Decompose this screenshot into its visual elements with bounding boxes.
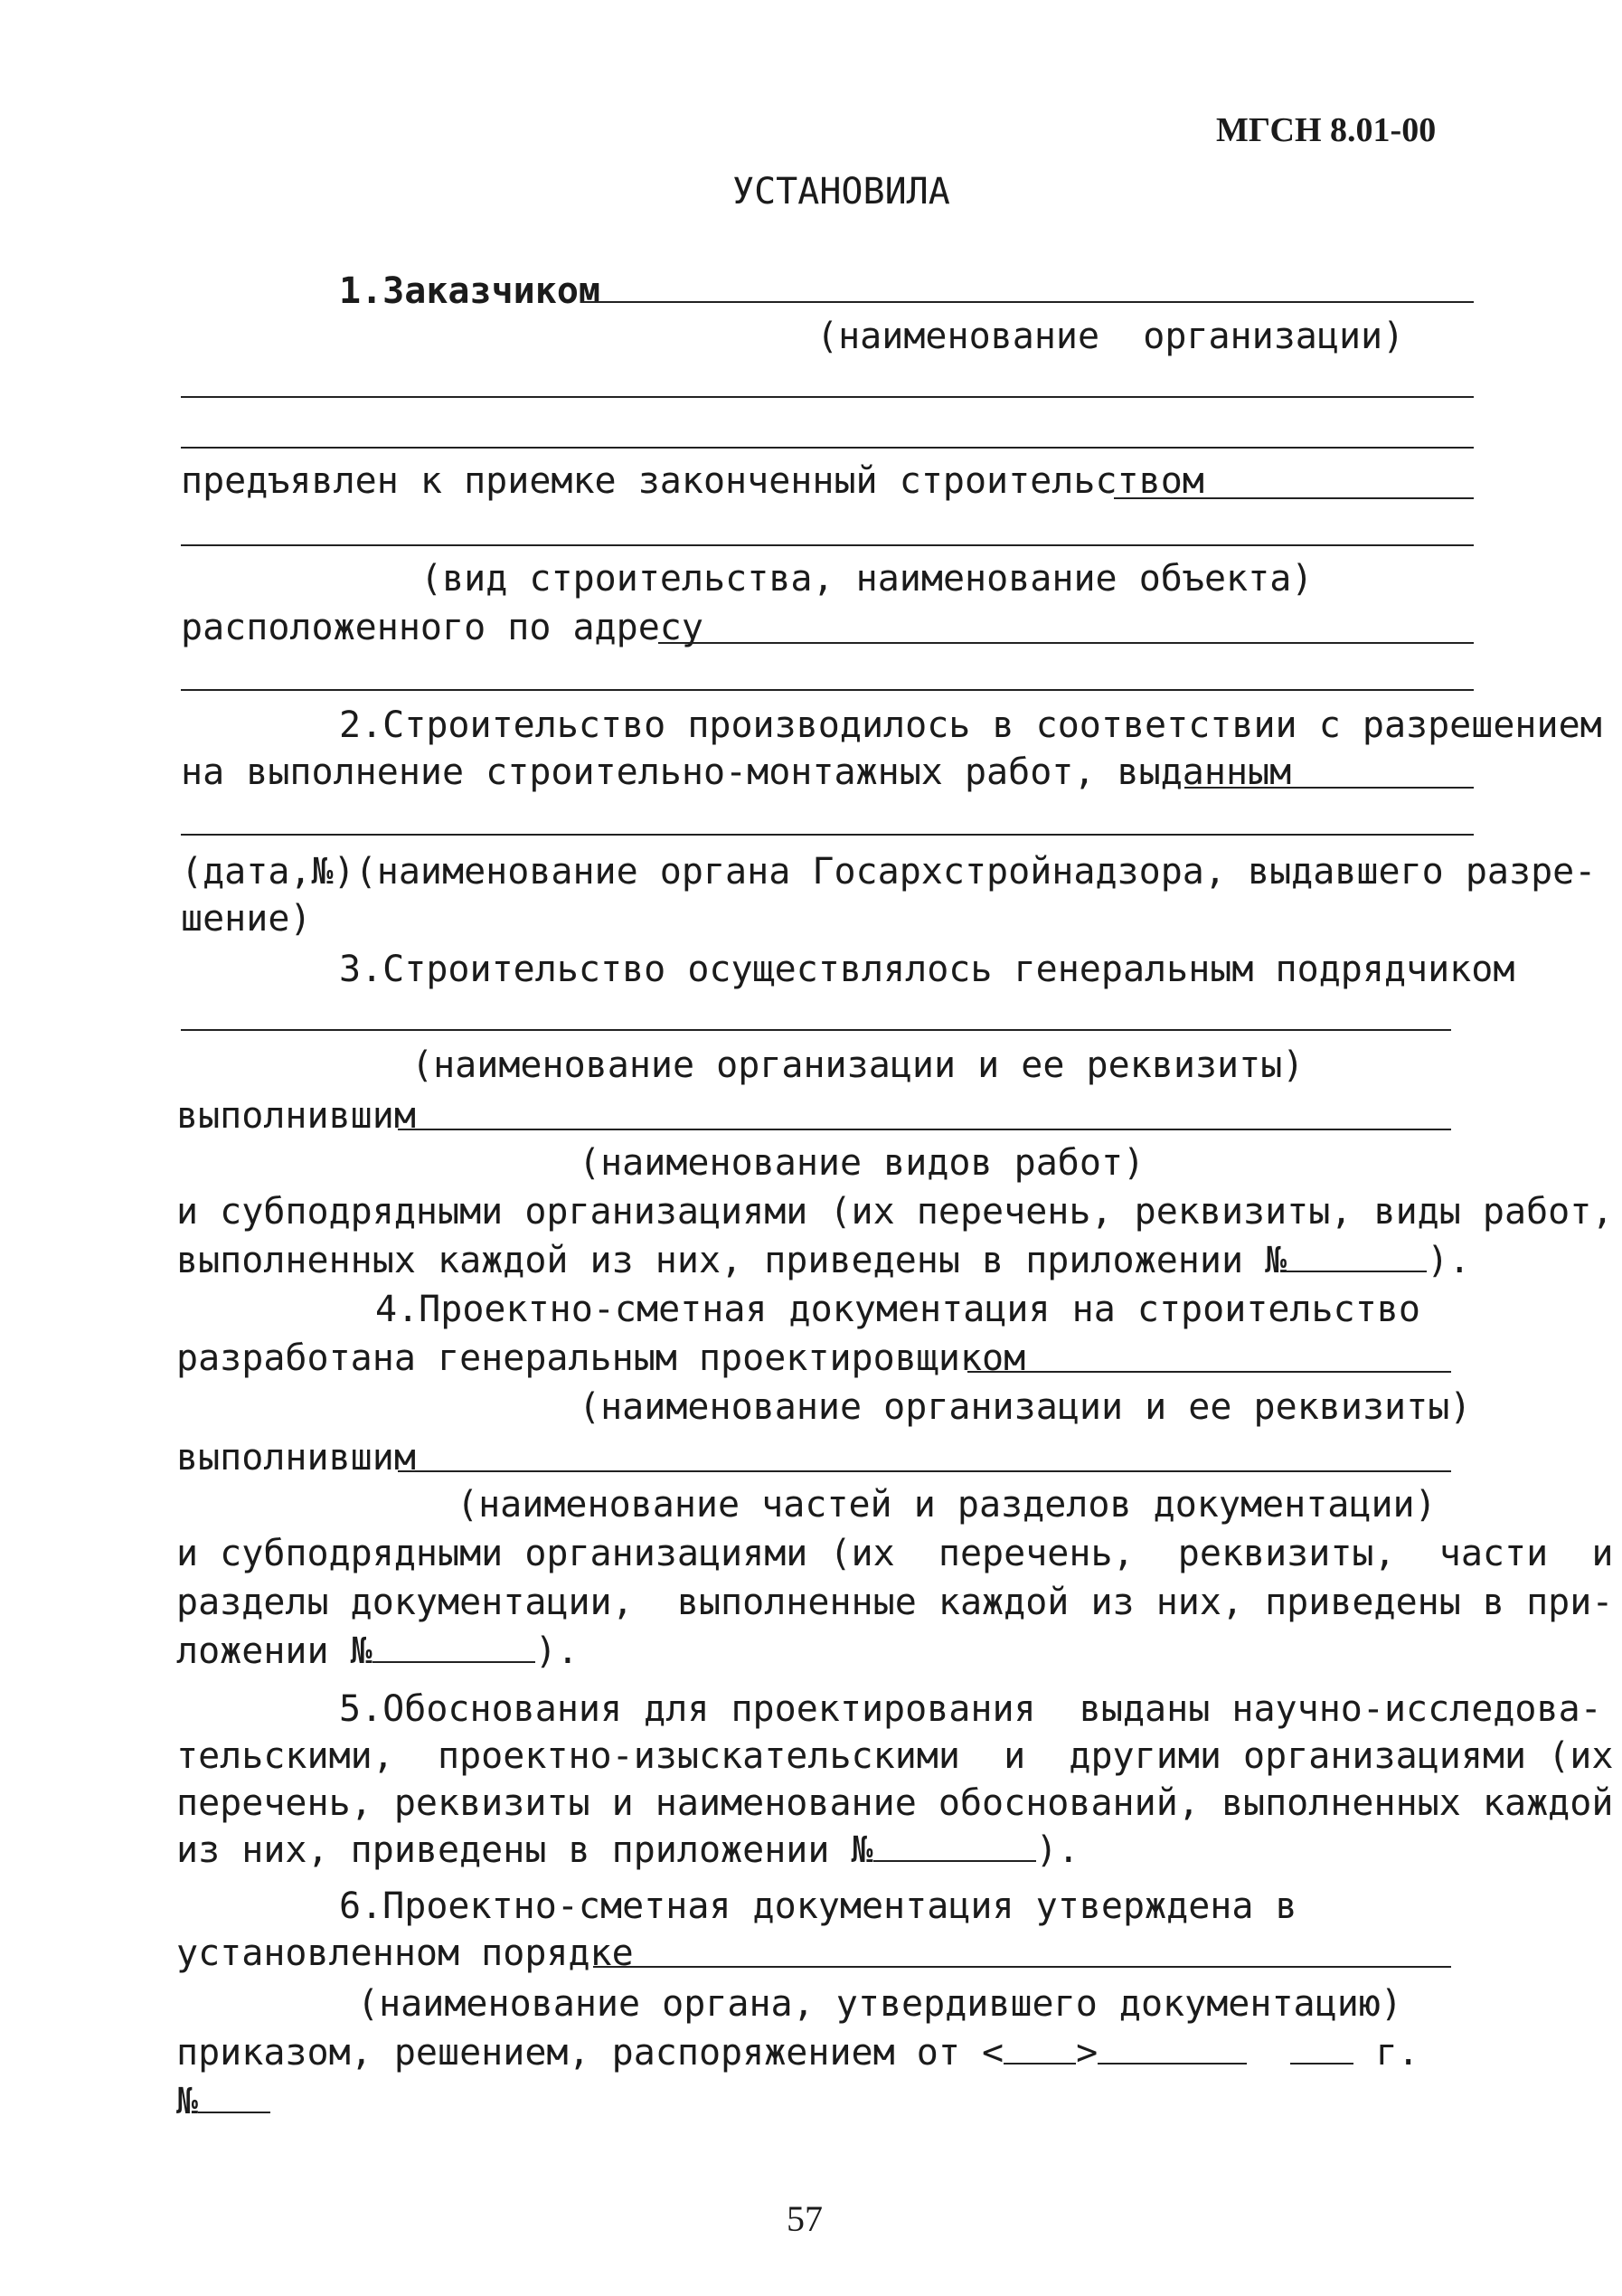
section6-line2: установленном порядке bbox=[176, 1932, 634, 1974]
caption-permit-2: шение) bbox=[181, 898, 312, 940]
caption-permit-1: (дата,№)(наименование органа Госархстройнадзора, выдавшего разре- bbox=[181, 851, 1597, 893]
object-field-line-2[interactable] bbox=[181, 544, 1474, 546]
customer-field-line-2[interactable] bbox=[181, 396, 1474, 398]
customer-field-line-3[interactable] bbox=[181, 447, 1474, 449]
section6-order-line: приказом, решением, распоряжением от < > г. bbox=[176, 2032, 1419, 2074]
section2-line1: 2.Строительство производилось в соответствии с разрешением bbox=[339, 704, 1602, 746]
caption-object: (вид строительства, наименование объекта) bbox=[420, 558, 1314, 600]
section6-line1: 6.Проектно-сметная документация утверждена в bbox=[339, 1885, 1297, 1927]
section4-sub-line1: и субподрядными организациями (их перечень, реквизиты, части и bbox=[176, 1533, 1614, 1574]
section5-line3: перечень, реквизиты и наименование обоснований, выполненных каждой bbox=[176, 1782, 1614, 1824]
general-contractor-field-line[interactable] bbox=[181, 1029, 1451, 1031]
section4-line2: разработана генеральным проектировщиком bbox=[176, 1337, 1026, 1379]
section4-line1: 4.Проектно-сметная документация на строительство bbox=[375, 1289, 1420, 1330]
section3-line1: 3.Строительство осуществлялось генеральным подрядчиком bbox=[339, 949, 1515, 990]
appendix-number-field-2[interactable] bbox=[372, 1630, 535, 1663]
section5-line1: 5.Обоснования для проектирования выданы научно-исследова- bbox=[339, 1688, 1602, 1730]
section4-sub-line3: ложении № ). bbox=[176, 1630, 579, 1672]
order-year-field[interactable] bbox=[1290, 2032, 1353, 2065]
section4-performed: выполнившим bbox=[176, 1437, 416, 1479]
caption-contractor: (наименование организации и ее реквизиты) bbox=[411, 1044, 1305, 1086]
section5-line2: тельскими, проектно-изыскательскими и другими организациями (их bbox=[176, 1735, 1614, 1777]
section4-sub-line2: разделы документации, выполненные каждой из них, приведены в при- bbox=[176, 1582, 1614, 1623]
caption-doc-parts: (наименование частей и разделов документации) bbox=[457, 1484, 1437, 1526]
page-title: УСТАНОВИЛА bbox=[732, 171, 950, 213]
permit-field-line[interactable] bbox=[181, 834, 1474, 836]
address-field-line-2[interactable] bbox=[181, 689, 1474, 691]
section2-line2: на выполнение строительно-монтажных работ, выданным bbox=[181, 751, 1292, 793]
section5-line4: из них, приведены в приложении № ). bbox=[176, 1829, 1080, 1871]
object-field-line[interactable] bbox=[1114, 497, 1474, 499]
appendix-number-field[interactable] bbox=[1287, 1240, 1427, 1272]
caption-approving-body: (наименование органа, утвердившего документацию) bbox=[357, 1983, 1402, 2025]
caption-works: (наименование видов работ) bbox=[579, 1142, 1146, 1184]
issued-by-field-line[interactable] bbox=[1184, 787, 1474, 789]
page-number: 57 bbox=[787, 2198, 823, 2239]
works-field-line[interactable] bbox=[398, 1129, 1451, 1130]
caption-designer: (наименование организации и ее реквизиты) bbox=[579, 1386, 1472, 1428]
address-label: расположенного по адресу bbox=[181, 607, 703, 648]
designer-field-line[interactable] bbox=[967, 1371, 1451, 1373]
customer-field-line[interactable] bbox=[580, 301, 1474, 303]
order-day-field[interactable] bbox=[1004, 2032, 1076, 2065]
order-number-field[interactable] bbox=[198, 2081, 270, 2113]
caption-org-name: (наименование организации) bbox=[816, 316, 1405, 357]
doc-parts-field-line[interactable] bbox=[398, 1470, 1451, 1472]
section1-lead: 1.Заказчиком bbox=[339, 270, 600, 312]
order-month-field[interactable] bbox=[1098, 2032, 1247, 2065]
address-field-line[interactable] bbox=[658, 642, 1474, 644]
approving-body-field-line[interactable] bbox=[593, 1966, 1451, 1968]
section6-number-line: № bbox=[176, 2080, 270, 2123]
document-code: МГСН 8.01-00 bbox=[1216, 111, 1437, 149]
section3-performed: выполнившим bbox=[176, 1095, 416, 1137]
presented-text: предъявлен к приемке законченный строительством bbox=[181, 460, 1204, 502]
appendix-number-field-3[interactable] bbox=[873, 1829, 1036, 1862]
section3-sub-line2: выполненных каждой из них, приведены в приложении № ). bbox=[176, 1240, 1471, 1281]
section3-sub-line1: и субподрядными организациями (их перечень, реквизиты, виды работ, bbox=[176, 1191, 1614, 1233]
